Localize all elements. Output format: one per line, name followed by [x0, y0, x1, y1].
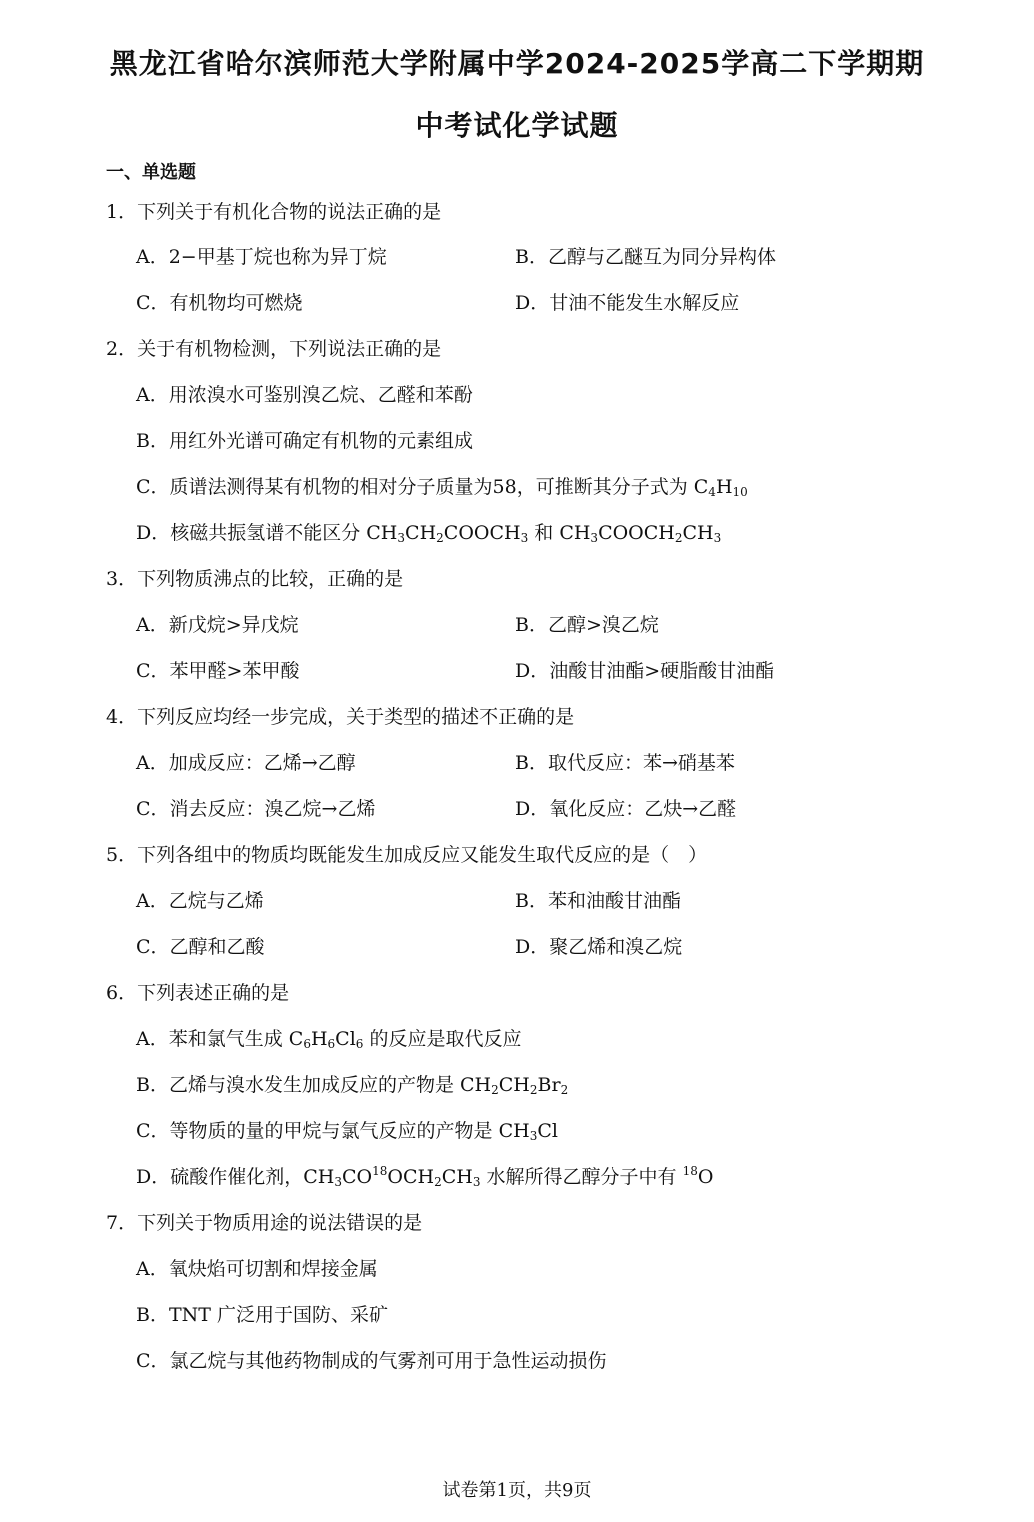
question-2-option-b: B．用红外光谱可确定有机物的元素组成 — [136, 430, 473, 452]
page-footer: 试卷第1页，共9页 — [442, 1480, 592, 1501]
question-1-option-d: D．甘油不能发生水解反应 — [515, 292, 740, 314]
question-2-option-a: A．用浓溴水可鉴别溴乙烷、乙醛和苯酚 — [136, 384, 473, 406]
question-1-stem: 1．下列关于有机化合物的说法正确的是 — [106, 201, 442, 223]
question-1-option-a: A．2−甲基丁烷也称为异丁烷 — [136, 246, 387, 268]
question-2-option-c: C．质谱法测得某有机物的相对分子质量为58，可推断其分子式为 $C_4H_{10}$ — [136, 476, 748, 499]
question-4-option-d: D．氧化反应：乙炔→乙醛 — [515, 798, 737, 820]
question-4-option-b: B．取代反应：苯→硝基苯 — [515, 752, 735, 774]
question-3-stem: 3．下列物质沸点的比较，正确的是 — [106, 568, 404, 590]
question-3-option-d: D．油酸甘油酯>硬脂酸甘油酯 — [515, 660, 775, 682]
question-6-option-a: A．苯和氯气生成 $C_6H_6Cl_6$ 的反应是取代反应 — [136, 1028, 522, 1051]
question-5-option-b: B．苯和油酸甘油酯 — [515, 890, 681, 912]
question-3-option-a: A．新戊烷>异戊烷 — [136, 614, 299, 636]
exam-title-line-1: 黑龙江省哈尔滨师范大学附属中学2024-2025学高二下学期期 — [109, 47, 925, 80]
question-7-option-b: B．TNT 广泛用于国防、采矿 — [136, 1304, 388, 1326]
question-1-option-c: C．有机物均可燃烧 — [136, 292, 303, 314]
question-7-stem: 7．下列关于物质用途的说法错误的是 — [106, 1212, 423, 1234]
question-6-stem: 6．下列表述正确的是 — [106, 982, 290, 1004]
question-6-option-c: C．等物质的量的甲烷与氯气反应的产物是 $CH_3Cl$ — [136, 1120, 558, 1143]
question-3-option-c: C．苯甲醛>苯甲酸 — [136, 660, 300, 682]
question-5-option-a: A．乙烷与乙烯 — [136, 890, 264, 912]
question-4-stem: 4．下列反应均经一步完成，关于类型的描述不正确的是 — [106, 706, 575, 728]
question-4-option-a: A．加成反应：乙烯→乙醇 — [136, 752, 356, 774]
question-5-option-c: C．乙醇和乙酸 — [136, 936, 265, 958]
question-3-option-b: B．乙醇>溴乙烷 — [515, 614, 659, 636]
question-1-option-b: B．乙醇与乙醚互为同分异构体 — [515, 246, 776, 268]
question-5-option-d: D．聚乙烯和溴乙烷 — [515, 936, 683, 958]
question-2-stem: 2．关于有机物检测，下列说法正确的是 — [106, 338, 442, 360]
question-7-option-a: A．氧炔焰可切割和焊接金属 — [136, 1258, 378, 1280]
question-6-option-b: B．乙烯与溴水发生加成反应的产物是 $CH_2CH_2Br_2$ — [136, 1074, 569, 1097]
question-6-option-d: D．硫酸作催化剂，$CH_3CO^{18}OCH_2CH_3$ 水解所得乙醇分子中有 $^{18}$O — [136, 1164, 714, 1189]
section-heading-single-choice: 一、单选题 — [106, 162, 196, 183]
question-7-option-c: C．氯乙烷与其他药物制成的气雾剂可用于急性运动损伤 — [136, 1350, 607, 1372]
exam-title-line-2: 中考试化学试题 — [415, 109, 619, 142]
question-4-option-c: C．消去反应：溴乙烷→乙烯 — [136, 798, 376, 820]
question-5-stem: 5．下列各组中的物质均既能发生加成反应又能发生取代反应的是（ ） — [106, 844, 708, 866]
question-2-option-d: D．核磁共振氢谱不能区分 $CH_3CH_2COOCH_3$ 和 $CH_3COOCH_2CH_3$ — [136, 522, 722, 545]
